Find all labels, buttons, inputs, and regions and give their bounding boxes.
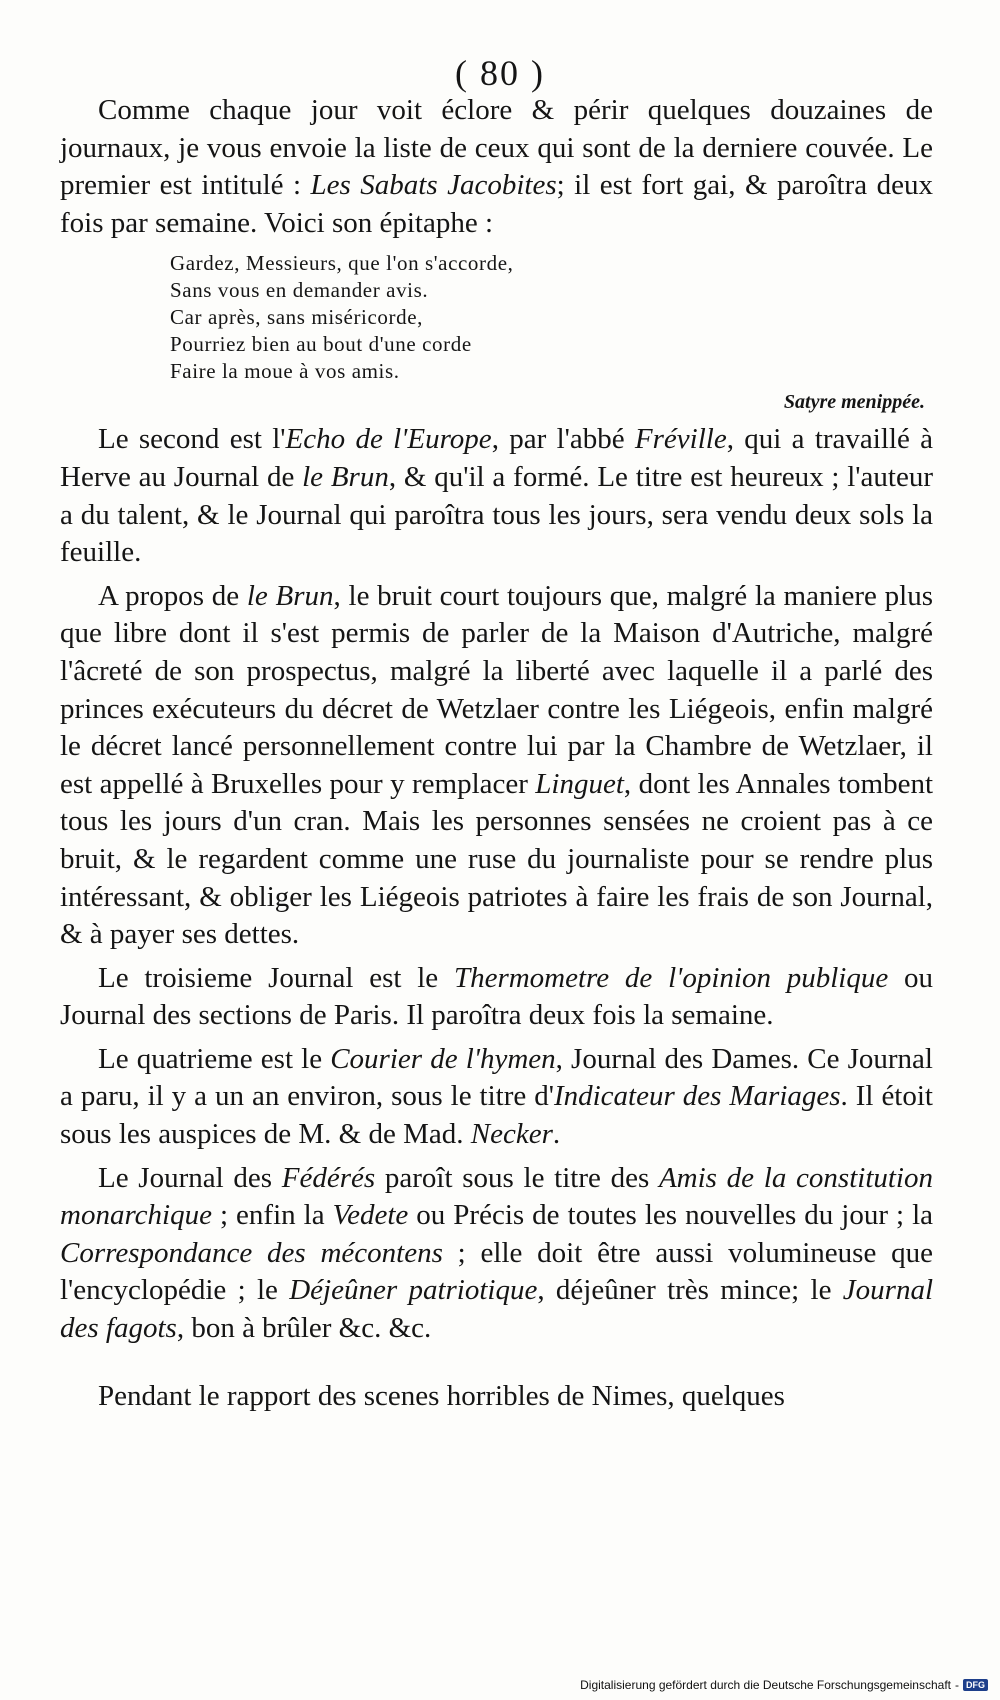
- poem-source: Satyre menippée.: [783, 391, 925, 414]
- text-run: Comme chaque jour voit éclore & périr quelques douzaines de journaux, je vous envoie la liste de ceux qui sont de la derniere couvée. Le premier est intitulé :: [60, 94, 933, 202]
- text-run: ; elle doit être aussi volumineuse que l'encyclopédie ; le: [60, 1236, 934, 1307]
- text-run: ; il est fort gai, & paroîtra deux fois par semaine. Voici son épitaphe :: [60, 169, 933, 239]
- text-block: [60, 92, 933, 1415]
- text-run: , & qu'il a formé. Le titre est heureux ; l'auteur a du talent, & le Journal qui paroîtra tous les jours, sera vendu deux sols la feuille.: [60, 460, 933, 569]
- dfg-logo: DFG: [963, 1679, 988, 1691]
- poem-line: Faire la moue à vos amis.: [170, 359, 400, 384]
- text-run: paroît sous le titre des: [375, 1161, 659, 1194]
- text-run: ou Précis de toutes les nouvelles du jour ; la: [408, 1199, 933, 1232]
- paragraph-4: [60, 960, 933, 1035]
- italic-text: le Brun: [302, 460, 389, 493]
- text-run: A propos de: [98, 579, 247, 612]
- italic-text: Echo de l'Europe: [285, 423, 492, 456]
- paragraph-5: [60, 1041, 933, 1154]
- page-number: ( 80 ): [455, 53, 545, 93]
- text-run: , dont les Annales tombent tous les jours d'un cran. Mais les personnes sensées ne croient pas à ce bruit, & le regardent comme une ruse du journaliste pour se rendre plus intéressant, & obliger les Liégeois patriotes à faire les frais de son Journal, & à payer ses dettes.: [60, 767, 933, 951]
- italic-text: Linguet: [535, 767, 624, 800]
- epitaph-poem: [170, 250, 933, 385]
- text-run: .: [552, 1118, 561, 1151]
- italic-text: Fédérés: [281, 1161, 376, 1194]
- italic-text: Correspondance des mécontens: [60, 1236, 443, 1269]
- paragraph-6: [60, 1160, 933, 1348]
- italic-text: Necker: [470, 1118, 553, 1151]
- text-run: ou Journal des sections de Paris. Il paroîtra deux fois la semaine.: [60, 961, 934, 1032]
- text-run: , le bruit court toujours que, malgré la maniere plus que libre dont il s'est permis de parler de la Maison d'Autriche, malgré l'âcreté de son prospectus, malgré la liberté avec laquelle il a parlé des princes exécuteurs du décret de Wetzlaer contre les Liégeois, enfin malgré le décret lancé personnellement contre lui par la Chambre de Wetzlaer, il est appellé à Bruxelles pour y remplacer: [60, 579, 933, 800]
- italic-text: Indicateur des Mariages: [553, 1080, 841, 1113]
- text-run: Le Journal des: [98, 1161, 282, 1194]
- text-run: Le second est l': [98, 423, 286, 456]
- footer-text: Digitalisierung gefördert durch die Deutsche Forschungsgemeinschaft: [580, 1678, 951, 1692]
- italic-text: le Brun: [246, 579, 334, 612]
- italic-text: Thermometre de l'opinion publique: [453, 961, 889, 994]
- italic-text: Déjeûner patriotique: [289, 1274, 538, 1307]
- italic-text: Fréville: [634, 423, 727, 456]
- text-run: . Il étoit sous les auspices de M. & de Mad.: [60, 1080, 933, 1151]
- poem-line: Sans vous en demander avis.: [170, 278, 429, 303]
- text-run: , Journal des Dames. Ce Journal a paru, il y a un an environ, sous le titre d': [60, 1042, 933, 1113]
- text-run: Le troisieme Journal est le: [98, 961, 454, 994]
- text-run: Pendant le rapport des scenes horribles de Nimes, quelques: [98, 1379, 785, 1412]
- paragraph-3: [60, 578, 933, 954]
- digitization-footer: Digitalisierung gefördert durch die Deutsche Forschungsgemeinschaft - DFG: [580, 1678, 988, 1692]
- poem-line: Car après, sans miséricorde,: [170, 305, 423, 330]
- italic-text: Courier de l'hymen: [330, 1042, 556, 1075]
- text-run: ; enfin la: [211, 1199, 333, 1232]
- text-run: Le quatrieme est le: [98, 1042, 331, 1075]
- italic-text: Amis de la constitution monarchique: [60, 1161, 933, 1232]
- italic-text: Journal des fagots: [60, 1274, 934, 1345]
- paragraph-2: [60, 421, 933, 571]
- italic-text: Vedete: [332, 1199, 409, 1232]
- paragraph-7: [60, 1378, 933, 1416]
- text-run: , par l'abbé: [491, 423, 635, 456]
- text-run: , qui a travaillé à Herve au Journal de: [60, 423, 933, 493]
- paragraph-1: [60, 92, 933, 242]
- italic-text: Les Sabats Jacobites: [310, 169, 557, 202]
- poem-line: Gardez, Messieurs, que l'on s'accorde,: [170, 251, 514, 276]
- text-run: , déjeûner très mince; le: [537, 1274, 843, 1307]
- text-run: , bon à brûler &c. &c.: [176, 1312, 432, 1345]
- poem-line: Pourriez bien au bout d'une corde: [170, 332, 472, 357]
